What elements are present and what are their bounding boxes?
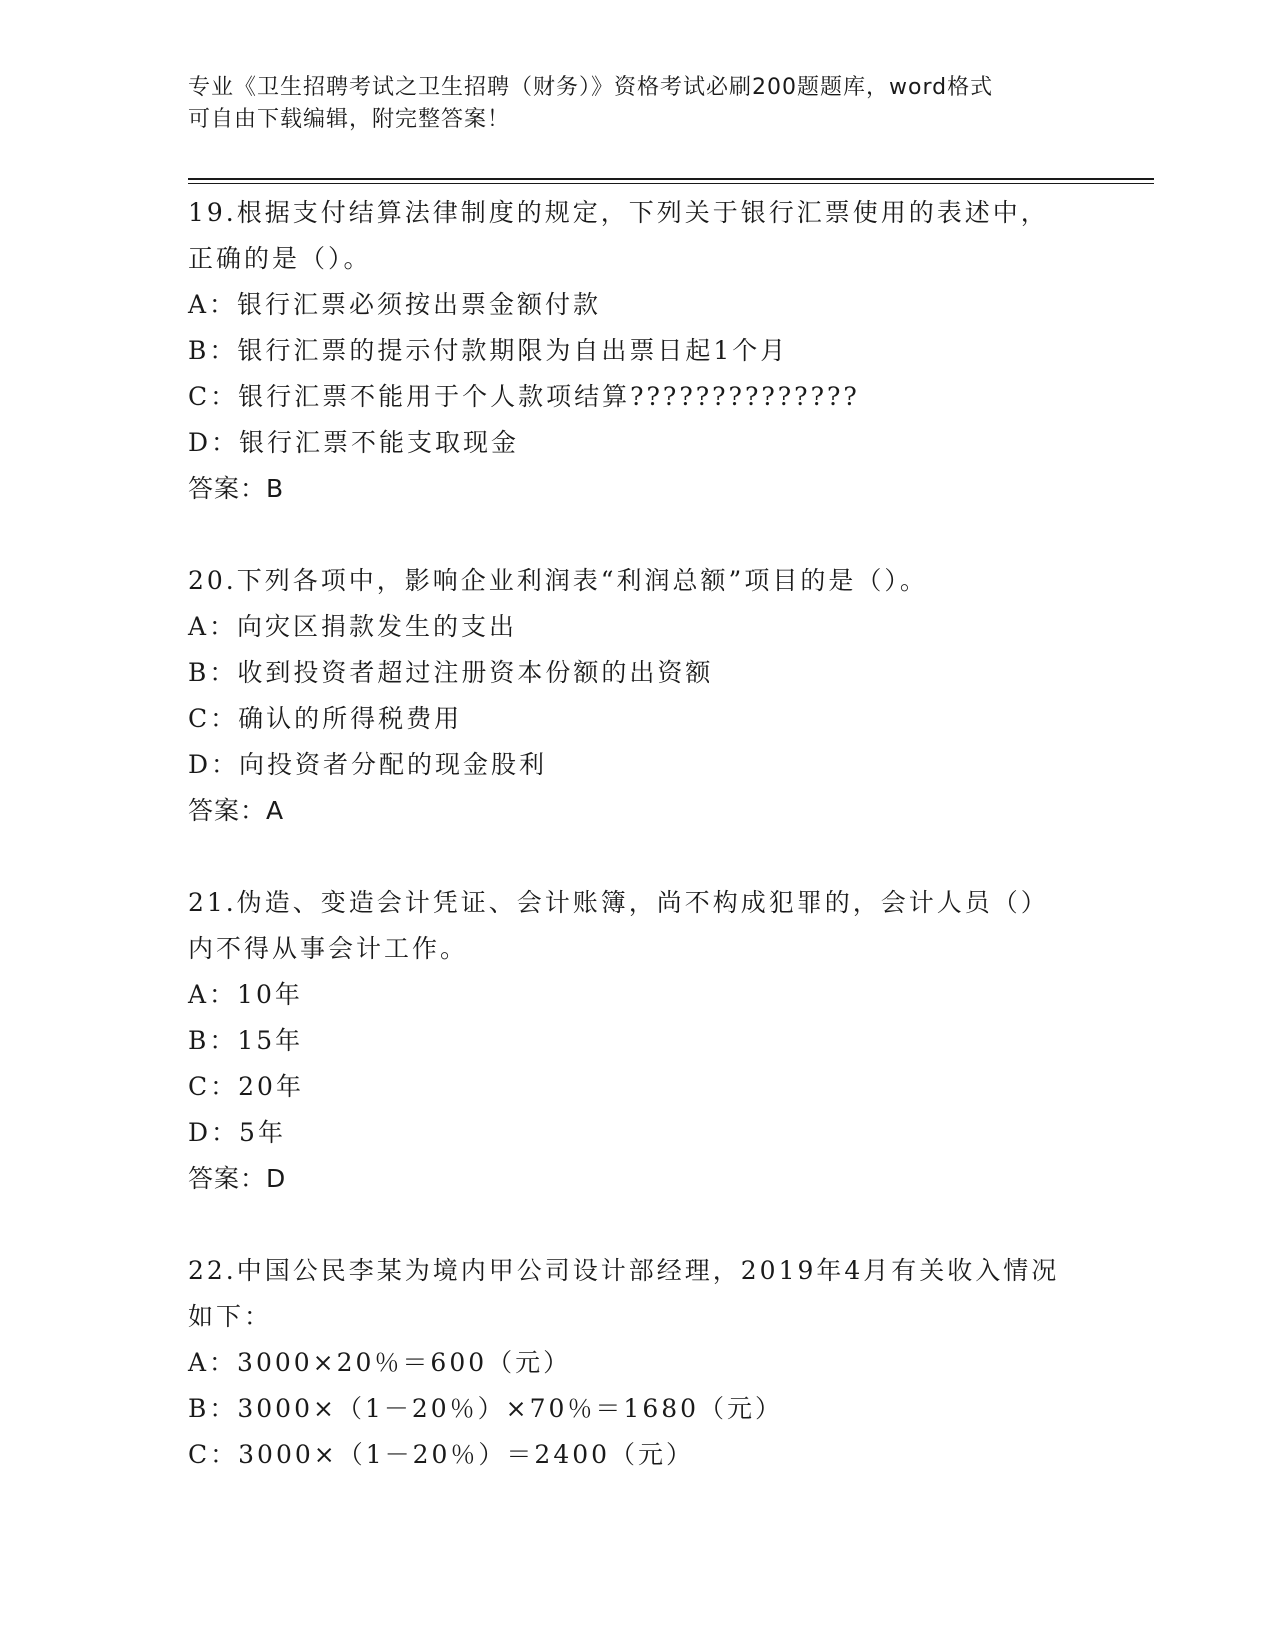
question-22 <box>188 1248 1088 1478</box>
question-stem-line: 如下： <box>188 1302 273 1331</box>
spacer <box>188 834 1088 880</box>
question-stem-line: 内不得从事会计工作。 <box>188 934 469 963</box>
answer-line: 答案：D <box>188 1164 287 1193</box>
header-rule-thin <box>188 183 1154 184</box>
question-19 <box>188 190 1088 512</box>
question-stem-line: 21.伪造、变造会计凭证、会计账簿，尚不构成犯罪的，会计人员（） <box>188 888 1049 917</box>
option-a: A：3000×20％＝600（元） <box>188 1348 572 1377</box>
document-header <box>188 72 1088 136</box>
option-c: C：3000×（1－20％）＝2400（元） <box>188 1440 695 1469</box>
header-rule-thick <box>188 178 1154 180</box>
header-line-2: 可自由下载编辑，附完整答案！ <box>188 107 511 132</box>
option-c: C：确认的所得税费用 <box>188 704 463 733</box>
answer-line: 答案：B <box>188 474 285 503</box>
question-stem-line: 20.下列各项中，影响企业利润表“利润总额”项目的是（）。 <box>188 566 928 595</box>
question-stem-line: 22.中国公民李某为境内甲公司设计部经理，2019年4月有关收入情况 <box>188 1256 1060 1285</box>
spacer <box>188 512 1088 558</box>
option-c: C：20年 <box>188 1072 304 1101</box>
option-b: B：3000×（1－20％）×70％＝1680（元） <box>188 1394 784 1423</box>
answer-line: 答案：A <box>188 796 285 825</box>
option-b: B：15年 <box>188 1026 304 1055</box>
option-d: D：向投资者分配的现金股利 <box>188 750 548 779</box>
question-list <box>188 190 1088 1478</box>
option-d: D：银行汇票不能支取现金 <box>188 428 520 457</box>
question-21 <box>188 880 1088 1202</box>
option-b: B：银行汇票的提示付款期限为自出票日起1个月 <box>188 336 789 365</box>
option-a: A：向灾区捐款发生的支出 <box>188 612 518 641</box>
option-a: A：10年 <box>188 980 303 1009</box>
question-stem-line: 正确的是（）。 <box>188 244 372 273</box>
option-b: B：收到投资者超过注册资本份额的出资额 <box>188 658 714 687</box>
question-stem-line: 19.根据支付结算法律制度的规定，下列关于银行汇票使用的表述中， <box>188 198 1049 227</box>
option-c: C：银行汇票不能用于个人款项结算?????????????? <box>188 382 860 411</box>
header-line-1: 专业《卫生招聘考试之卫生招聘（财务）》资格考试必刷200题题库，word格式 <box>188 75 994 100</box>
option-d: D：5年 <box>188 1118 286 1147</box>
option-a: A：银行汇票必须按出票金额付款 <box>188 290 602 319</box>
question-20 <box>188 558 1088 834</box>
spacer <box>188 1202 1088 1248</box>
